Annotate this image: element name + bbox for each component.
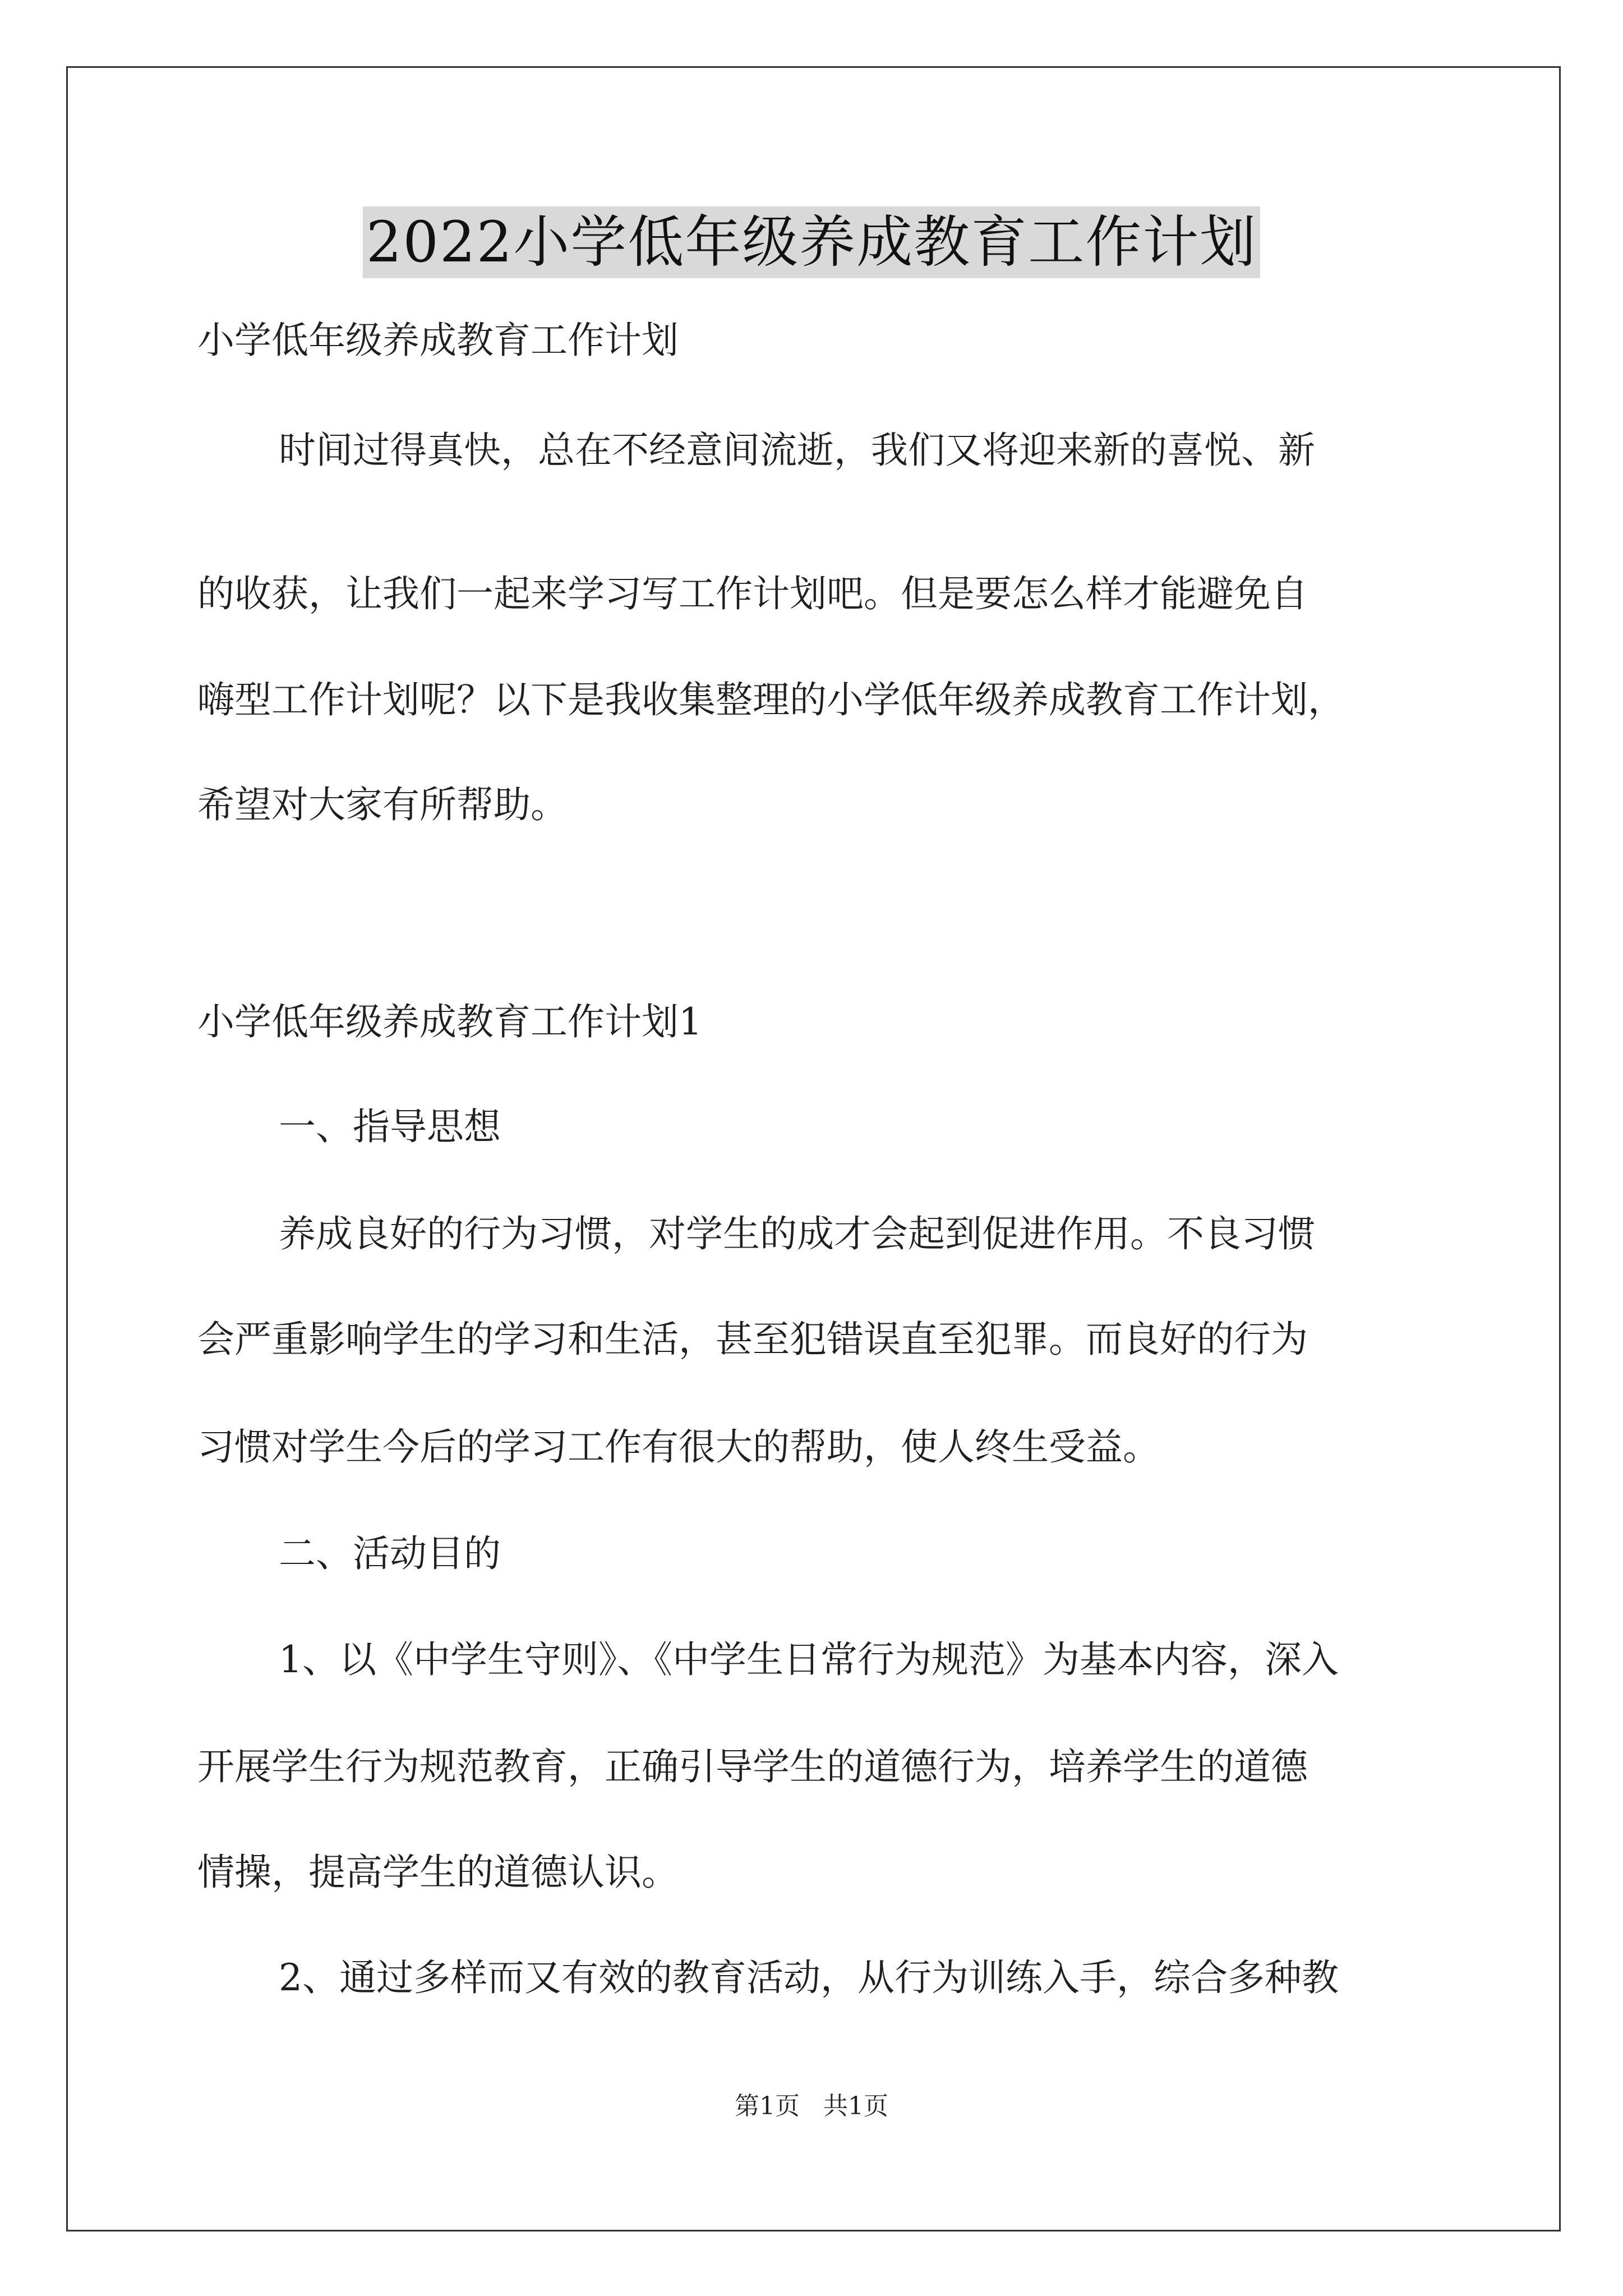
subtitle-line: 小学低年级养成教育工作计划 bbox=[197, 319, 679, 362]
paragraph-line: 养成良好的行为习惯，对学生的成才会起到促进作用。不良习惯 bbox=[279, 1212, 1315, 1255]
paragraph-line: 会严重影响学生的学习和生活，甚至犯错误直至犯罪。而良好的行为 bbox=[197, 1318, 1308, 1361]
paragraph-line: 的收获，让我们一起来学习写工作计划吧。但是要怎么样才能避免自 bbox=[197, 572, 1308, 615]
page-footer: 第1页 共1页 bbox=[735, 2092, 888, 2120]
title-container bbox=[0, 206, 1623, 278]
paragraph-line: 开展学生行为规范教育，正确引导学生的道德行为，培养学生的道德 bbox=[197, 1745, 1308, 1788]
subsection-heading: 一、指导思想 bbox=[279, 1105, 501, 1148]
paragraph-line: 情操，提高学生的道德认识。 bbox=[197, 1851, 679, 1894]
paragraph-line: 嗨型工作计划呢？以下是我收集整理的小学低年级养成教育工作计划， bbox=[197, 678, 1345, 721]
paragraph-line: 1、以《中学生守则》、《中学生日常行为规范》为基本内容，深入 bbox=[279, 1638, 1339, 1681]
paragraph-line: 希望对大家有所帮助。 bbox=[197, 783, 568, 826]
subsection-heading: 二、活动目的 bbox=[279, 1532, 501, 1575]
paragraph-line: 时间过得真快，总在不经意间流逝，我们又将迎来新的喜悦、新 bbox=[279, 429, 1315, 472]
paragraph-line: 习惯对学生今后的学习工作有很大的帮助，使人终生受益。 bbox=[197, 1425, 1160, 1469]
document-title: 2022小学低年级养成教育工作计划 bbox=[363, 206, 1261, 278]
section-heading: 小学低年级养成教育工作计划1 bbox=[197, 1000, 702, 1043]
paragraph-line: 2、通过多样而又有效的教育活动，从行为训练入手，综合多种教 bbox=[279, 1956, 1339, 1999]
